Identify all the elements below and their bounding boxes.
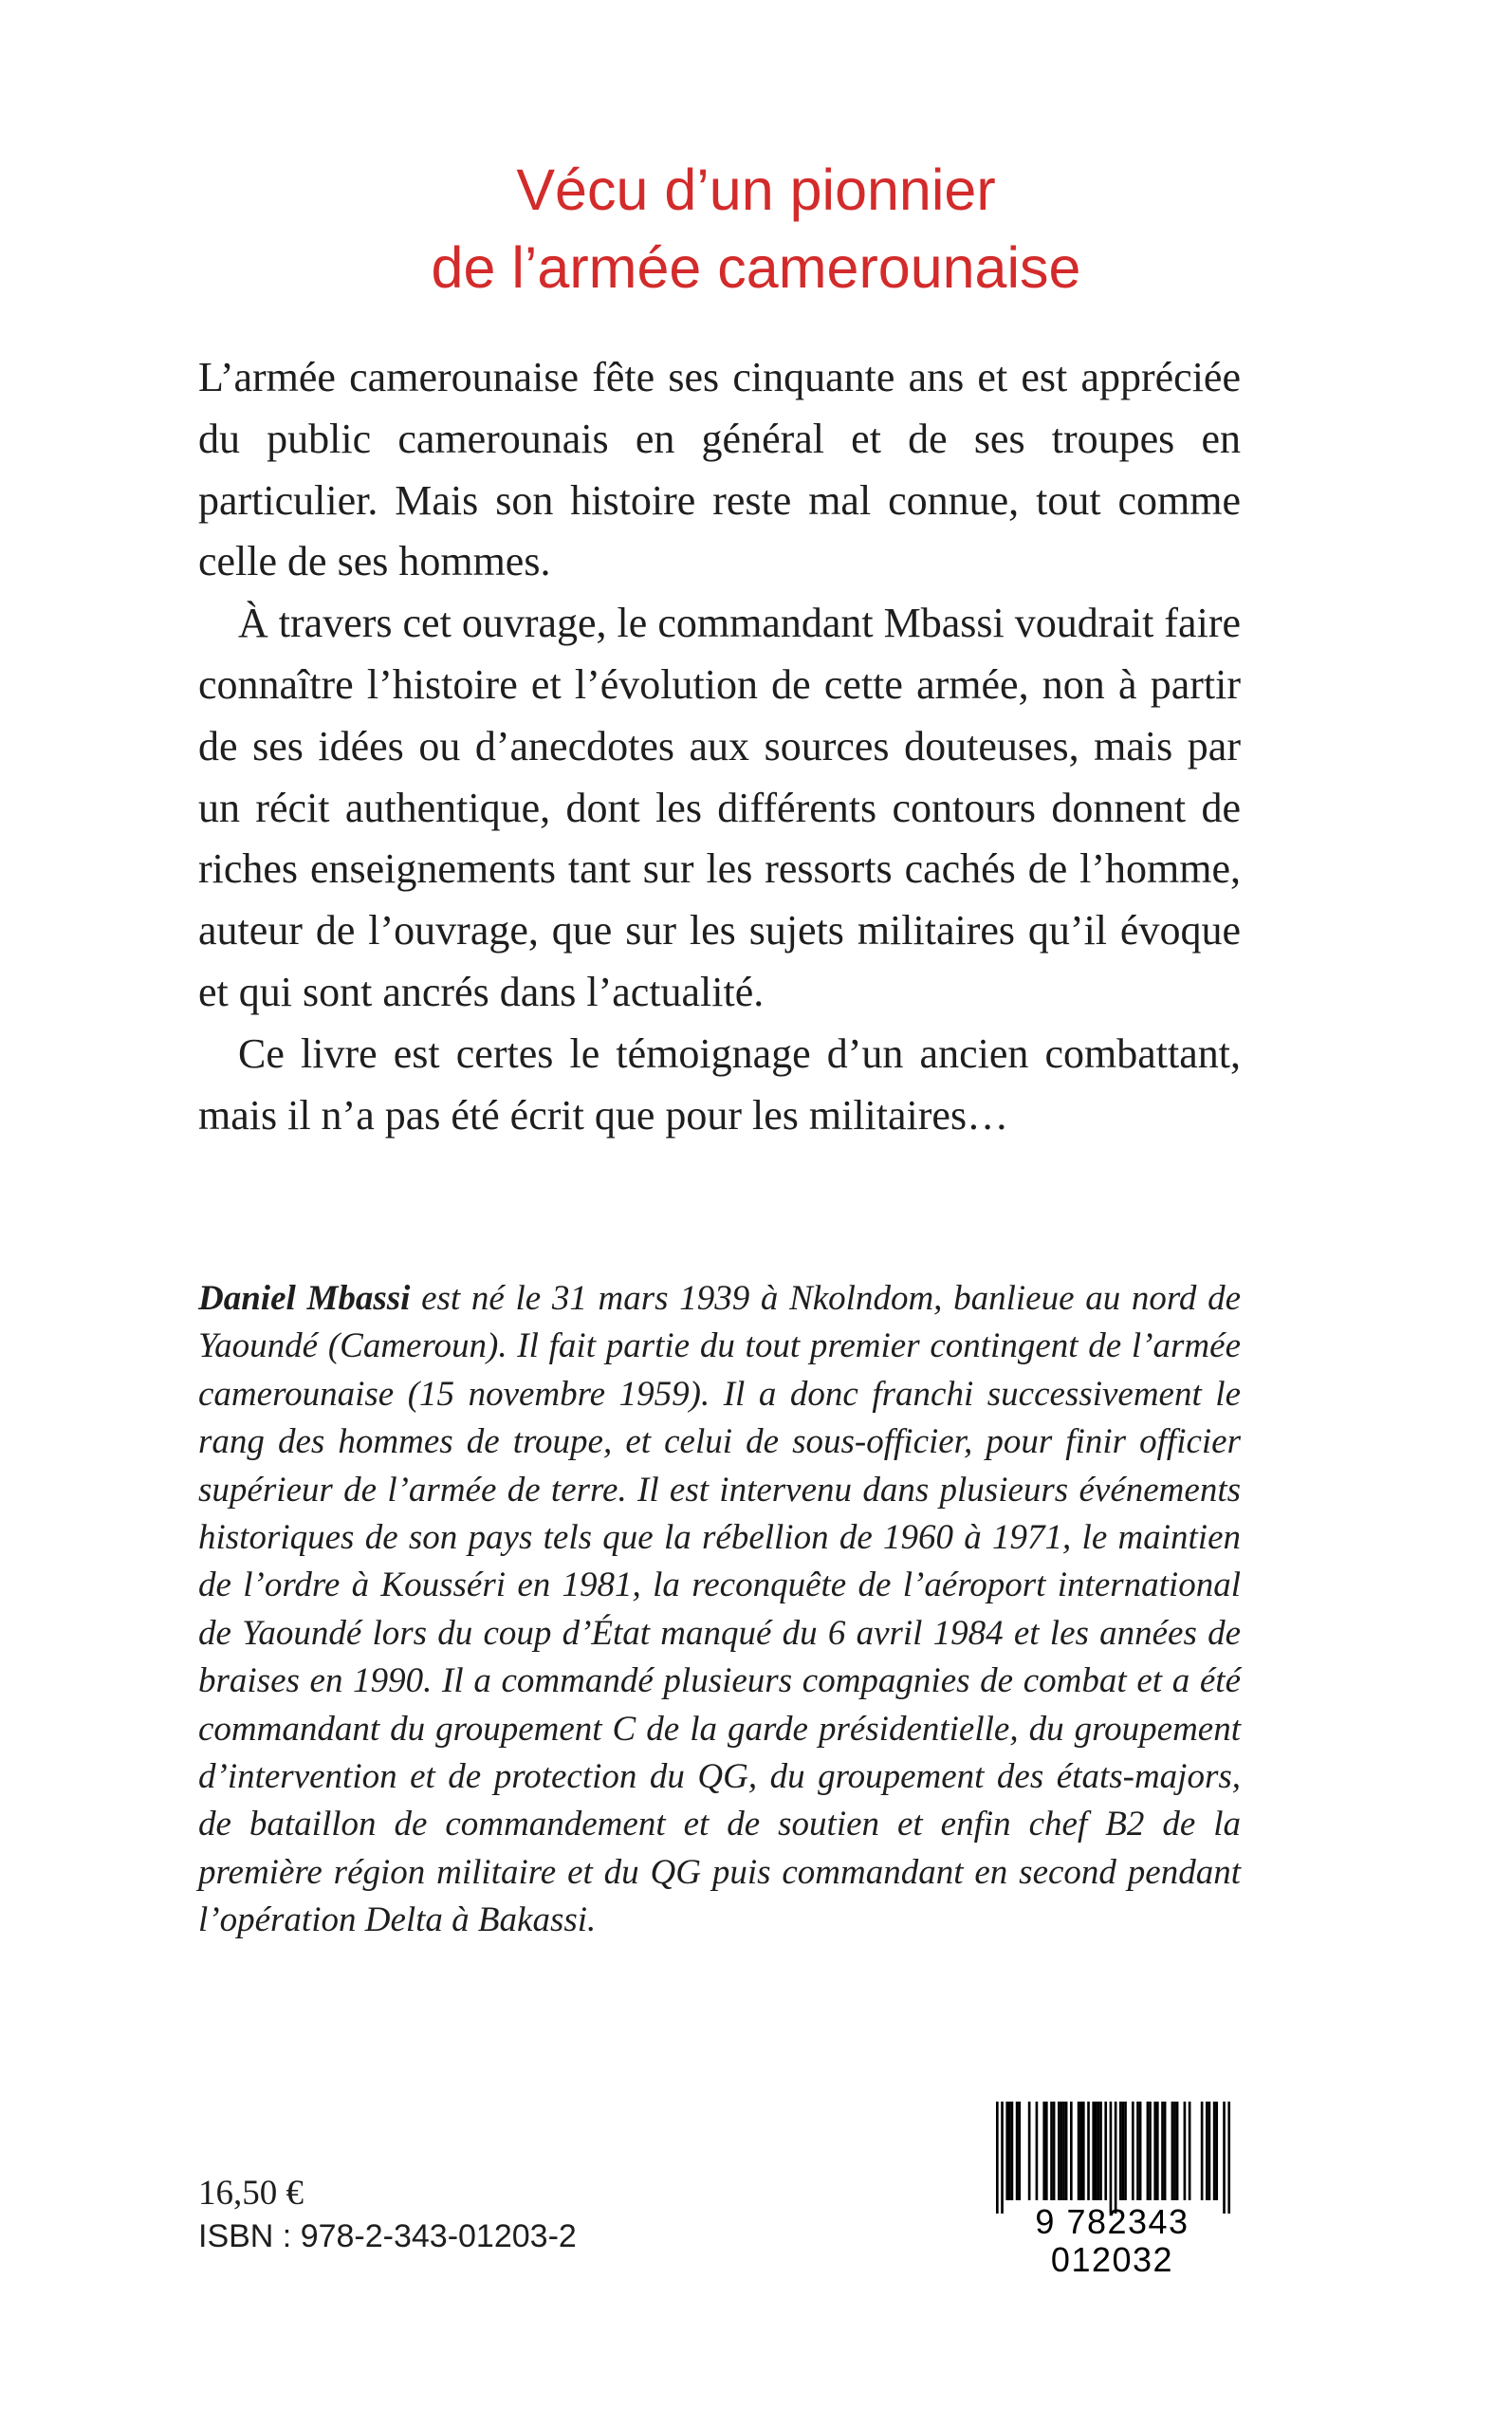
- barcode-bar: [1053, 2102, 1056, 2200]
- barcode-bar: [1110, 2102, 1113, 2214]
- barcode-bar: [1161, 2102, 1164, 2200]
- barcode-bar: [1139, 2102, 1142, 2200]
- summary-paragraph-1: L’armée camerounaise fête ses cinquante ans et est appréciée du public camerounais en général et de ses troupes en particulier. Mais son histoire reste mal connue, tout comme celle de ses hommes.: [198, 354, 1241, 585]
- book-title-line-1: Vécu d’un pionnier: [516, 157, 996, 222]
- author-bio-text: est né le 31 mars 1939 à Nkolndom, banlieue au nord de Yaoundé (Cameroun). Il fait partie du tout premier contingent de l’armée camerounaise (15 novembre 1959). Il a donc franchi successivement le rang des hommes de troupe, et celui de sous-officier, pour finir officier supérieur de l’armée de terre. Il est intervenu dans plusieurs événements historiques de son pays tels que la rébellion de 1960 à 1971, le maintien de l’ordre à Kousséri en 1981, la reconquête de l’aéroport international de Yaoundé lors du coup d’État manqué du 6 avril 1984 et les années de braises en 1990. Il a commandé plusieurs compagnies de combat et a été commandant du groupement C de la garde présidentielle, du groupement d’intervention et de protection du QG, du groupement des états-majors, de bataillon de commandement et de soutien et enfin chef B2 de la première région militaire et du QG puis commandant en second pendant l’opération Delta à Bakassi.: [198, 1279, 1241, 1940]
- barcode-bar: [1119, 2102, 1122, 2200]
- barcode-bar: [1184, 2102, 1187, 2200]
- barcode-bar: [1124, 2102, 1127, 2200]
- barcode-bar: [1082, 2102, 1085, 2200]
- barcode-bar: [1092, 2102, 1095, 2200]
- barcode-bar: [1036, 2102, 1039, 2200]
- author-bio: [198, 1275, 1241, 1945]
- barcode-bar: [1153, 2102, 1156, 2200]
- barcode-bar: [1201, 2102, 1204, 2200]
- barcode-bar: [1078, 2102, 1080, 2200]
- barcode-bar: [1087, 2102, 1090, 2200]
- barcode-bar: [1028, 2102, 1031, 2200]
- barcode-bar: [1001, 2102, 1004, 2214]
- barcode-bar: [1122, 2102, 1125, 2200]
- barcode-bar: [1079, 2102, 1082, 2200]
- barcode-bar: [1189, 2102, 1191, 2200]
- barcode-bar: [1062, 2102, 1065, 2200]
- barcode-bar: [1215, 2102, 1218, 2200]
- barcode-bar: [1058, 2102, 1060, 2200]
- barcode-bar: [1164, 2102, 1167, 2200]
- book-title: [0, 151, 1512, 306]
- barcode-bar: [1011, 2102, 1014, 2200]
- barcode-bar: [1008, 2102, 1011, 2200]
- summary: [198, 347, 1241, 1146]
- barcode-bar: [1156, 2102, 1159, 2200]
- barcode-bar: [1136, 2102, 1139, 2200]
- barcode-bar: [1149, 2102, 1152, 2200]
- barcode-bar: [1213, 2102, 1216, 2200]
- barcode-bar: [996, 2102, 999, 2214]
- summary-paragraph-2: À travers cet ouvrage, le commandant Mbassi voudrait faire connaître l’histoire et l’évolution de cette armée, non à partir de ses idées ou d’anecdotes aux sources douteuses, mais par un récit authentique, dont les différents contours donnent de riches enseignements tant sur les ressorts cachés de l’homme, auteur de l’ouvrage, que sur les sujets militaires qu’il évoque et qui sont ancrés dans l’actualité.: [198, 600, 1241, 1015]
- isbn: ISBN : 978-2-343-01203-2: [198, 2218, 577, 2254]
- barcode-bar: [1147, 2102, 1150, 2200]
- barcode-digits: 9 782343 012032: [1035, 2202, 1189, 2279]
- barcode-bar: [1132, 2102, 1134, 2200]
- barcode-bar: [1099, 2102, 1102, 2200]
- barcode-bar: [1104, 2102, 1107, 2200]
- book-title-line-2: de l’armée camerounaise: [431, 234, 1081, 300]
- barcode-bar: [1095, 2102, 1097, 2200]
- barcode-bar: [1227, 2102, 1230, 2214]
- barcode-bar: [1171, 2102, 1174, 2200]
- barcode-bar: [1005, 2102, 1008, 2200]
- summary-paragraph-3: Ce livre est certes le témoignage d’un ancien combattant, mais il n’a pas été écrit que pour les militaires…: [198, 1029, 1241, 1139]
- barcode-bar: [1206, 2102, 1208, 2200]
- barcode-bar: [1018, 2102, 1021, 2200]
- barcode-bar: [1060, 2102, 1063, 2200]
- barcode-bar: [1045, 2102, 1048, 2200]
- barcode-bar: [1050, 2102, 1053, 2200]
- barcode-bar: [1173, 2102, 1176, 2200]
- barcode-bar: [1016, 2102, 1019, 2200]
- barcode-bar: [1042, 2102, 1045, 2200]
- price: 16,50 €: [198, 2174, 304, 2213]
- author-name: Daniel Mbassi: [198, 1279, 411, 1318]
- barcode-bar: [1115, 2102, 1117, 2214]
- barcode-bar: [1208, 2102, 1211, 2200]
- barcode-bar: [1065, 2102, 1068, 2200]
- barcode-bar: [1176, 2102, 1179, 2200]
- barcode-bar: [1097, 2102, 1100, 2200]
- barcode-bar: [1223, 2102, 1226, 2214]
- barcode-bar: [1070, 2102, 1073, 2200]
